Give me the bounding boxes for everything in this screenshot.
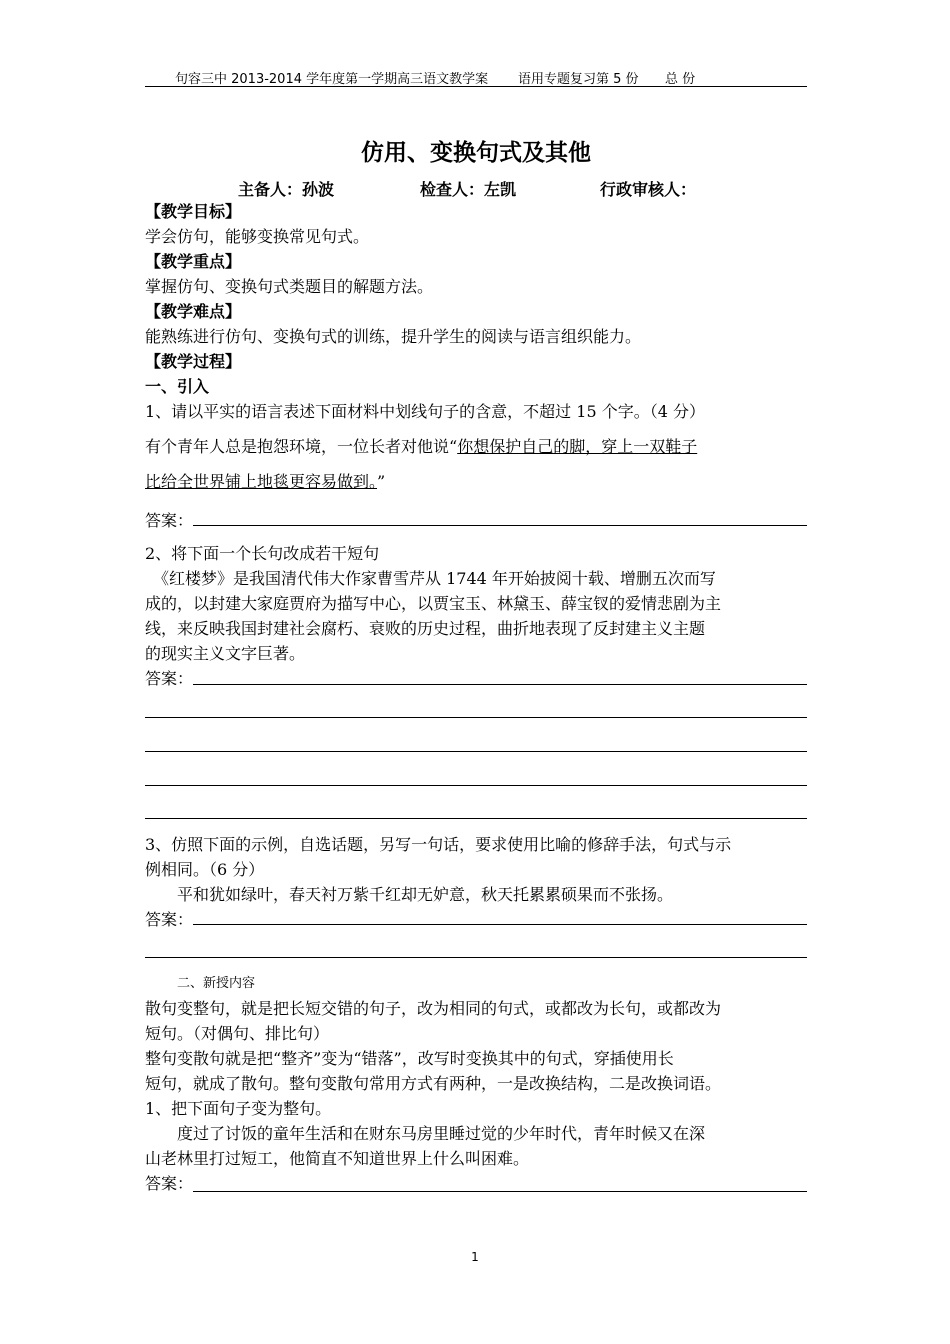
q2-answer-line-2[interactable] bbox=[145, 717, 807, 718]
q3-prompt-line1: 3、仿照下面的示例，自选话题，另写一句话，要求使用比喻的修辞手法，句式与示 bbox=[145, 835, 732, 854]
q3-answer-line-2[interactable] bbox=[145, 957, 807, 958]
new-p1-line2: 短句。（对偶句、排比句） bbox=[145, 1024, 330, 1043]
new-p2-line1: 整句变散句就是把“整齐”变为“错落”，改写时变换其中的句式，穿插使用长 bbox=[145, 1049, 674, 1068]
header-total: 总 份 bbox=[665, 72, 696, 87]
q2-paragraph-line3: 线，来反映我国封建社会腐朽、衰败的历史过程，曲折地表现了反封建主义主题 bbox=[145, 619, 706, 638]
staff-preparer: 主备人：孙波 bbox=[238, 180, 335, 199]
staff-reviewer: 行政审核人： bbox=[600, 180, 697, 199]
q1-underlined-sentence-part1: 你想保护自己的脚，穿上一双鞋子 bbox=[457, 437, 698, 456]
q2-answer-line-1[interactable] bbox=[193, 684, 807, 685]
q2-prompt: 2、将下面一个长句改成若干短句 bbox=[145, 544, 380, 563]
q2-p1-text: 《红楼梦》是我国清代伟大作家曹雪芹从 1744 年开始披阅十载、增删五次而写 bbox=[161, 569, 716, 588]
q2-paragraph-line1 bbox=[145, 568, 716, 590]
q1-material-pre: 有个青年人总是抱怨环境，一位长者对他说“ bbox=[145, 437, 458, 456]
header-school: 句容三中 2013-2014 学年度第一学期高三语文教学案 bbox=[175, 72, 489, 87]
q2-answer-line-3[interactable] bbox=[145, 751, 807, 752]
exercise-heading: 1、把下面句子变为整句。 bbox=[145, 1099, 332, 1118]
q1-material-post: ” bbox=[377, 472, 386, 491]
exercise-answer-line[interactable] bbox=[193, 1191, 807, 1192]
page-number: 1 bbox=[471, 1250, 479, 1264]
q3-answer-label: 答案： bbox=[145, 910, 194, 929]
difficulty-text: 能熟练进行仿句、变换句式的训练，提升学生的阅读与语言组织能力。 bbox=[145, 327, 642, 346]
q3-answer-line-1[interactable] bbox=[193, 924, 807, 925]
q2-answer-line-4[interactable] bbox=[145, 785, 807, 786]
q2-paragraph-line4: 的现实主义文字巨著。 bbox=[145, 644, 306, 663]
q2-answer-line-5[interactable] bbox=[145, 818, 807, 819]
exercise-line1: 度过了讨饭的童年生活和在财东马房里睡过觉的少年时代，青年时候又在深 bbox=[177, 1124, 706, 1143]
q2-paragraph-line2: 成的，以封建大家庭贾府为描写中心，以贾宝玉、林黛玉、薛宝钗的爱情悲剧为主 bbox=[145, 594, 722, 613]
q1-material-line2 bbox=[145, 471, 385, 493]
header-topic: 语用专题复习第 5 份 bbox=[518, 72, 639, 87]
intro-heading: 一、引入 bbox=[145, 377, 210, 396]
new-p1-line1: 散句变整句，就是把长短交错的句子，改为相同的句式，或都改为长句，或都改为 bbox=[145, 999, 722, 1018]
q1-material-line1 bbox=[145, 436, 697, 458]
exercise-line2: 山老林里打过短工，他简直不知道世界上什么叫困难。 bbox=[145, 1149, 530, 1168]
difficulty-heading: 【教学难点】 bbox=[145, 302, 242, 321]
key-heading: 【教学重点】 bbox=[145, 252, 242, 271]
q1-prompt: 1、请以平实的语言表述下面材料中划线句子的含意，不超过 15 个字。（4 分） bbox=[145, 402, 705, 421]
goal-heading: 【教学目标】 bbox=[145, 202, 242, 221]
new-content-heading: 二、新授内容 bbox=[177, 976, 256, 991]
q1-answer-label: 答案： bbox=[145, 511, 194, 530]
page-header bbox=[145, 66, 807, 87]
process-heading: 【教学过程】 bbox=[145, 352, 242, 371]
q3-prompt-line2: 例相同。（6 分） bbox=[145, 860, 265, 879]
new-p2-line2: 短句，就成了散句。整句变散句常用方式有两种，一是改换结构，二是改换词语。 bbox=[145, 1074, 722, 1093]
q2-answer-label: 答案： bbox=[145, 669, 194, 688]
q3-example: 平和犹如绿叶，春天衬万紫千红却无妒意，秋天托累累硕果而不张扬。 bbox=[177, 885, 674, 904]
exercise-answer-label: 答案： bbox=[145, 1174, 194, 1193]
goal-text: 学会仿句，能够变换常见句式。 bbox=[145, 227, 370, 246]
document-title: 仿用、变换句式及其他 bbox=[361, 140, 591, 166]
key-text: 掌握仿句、变换句式类题目的解题方法。 bbox=[145, 277, 434, 296]
q1-underlined-sentence-part2: 比给全世界铺上地毯更容易做到。 bbox=[145, 472, 378, 491]
q1-answer-line[interactable] bbox=[193, 525, 807, 526]
staff-checker: 检查人：左凯 bbox=[420, 180, 517, 199]
